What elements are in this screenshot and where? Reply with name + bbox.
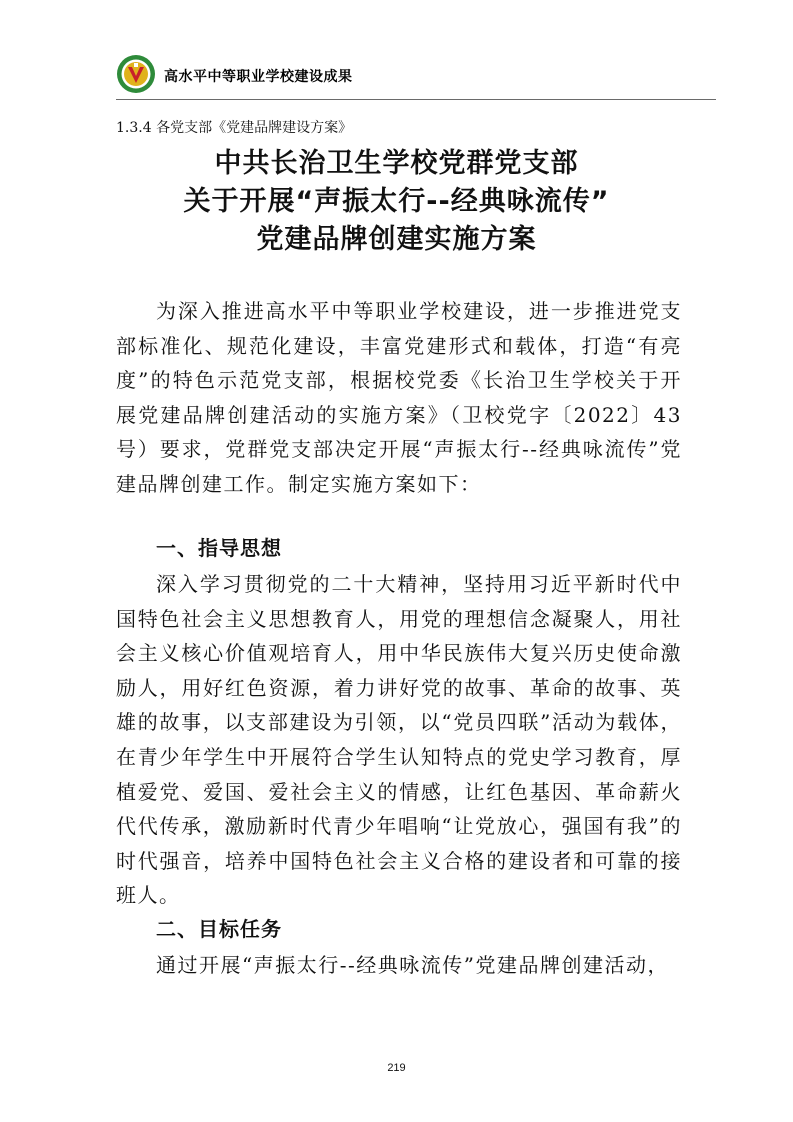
header-title: 高水平中等职业学校建设成果 [164, 69, 353, 85]
doc-title-line-2: 关于开展“声振太行--经典咏流传” [183, 186, 610, 217]
goals-paragraph: 通过开展“声振太行--经典咏流传”党建品牌创建活动， [156, 953, 669, 977]
page-header [116, 52, 716, 100]
header-divider [116, 99, 716, 100]
intro-paragraph: 为深入推进高水平中等职业学校建设，进一步推进党支部标准化、规范化建设，丰富党建形式和载体，打造“有亮度”的特色示范党支部，根据校党委《长治卫生学校关于开展党建品牌创建活动的实施方案》（卫校党字〔2022〕43号）要求，党群党支部决定开展“声振太行--经典咏流传”党建品牌创建工作。制定实施方案如下： [116, 299, 682, 496]
school-logo-icon [116, 54, 156, 94]
section-heading-guiding-ideology: 一、指导思想 [156, 536, 282, 560]
guiding-ideology-paragraph: 深入学习贯彻党的二十大精神，坚持用习近平新时代中国特色社会主义思想教育人，用党的理想信念凝聚人，用社会主义核心价值观培育人，用中华民族伟大复兴历史使命激励人，用好红色资源，着力讲好党的故事、革命的故事、英雄的故事，以支部建设为引领，以“党员四联”活动为载体，在青少年学生中开展符合学生认知特点的党史学习教育，厚植爱党、爱国、爱社会主义的情感，让红色基因、革命薪火代代传承，激励新时代青少年唱响“让党放心，强国有我”的时代强音，培养中国特色社会主义合格的建设者和可靠的接班人。 [116, 572, 682, 908]
doc-title-line-3: 党建品牌创建实施方案 [256, 224, 537, 255]
section-reference: 1.3.4 各党支部《党建品牌建设方案》 [116, 120, 353, 136]
page-number: 219 [387, 1062, 406, 1074]
doc-title-line-1: 中共长治卫生学校党群党支部 [214, 148, 579, 179]
section-heading-goals: 二、目标任务 [156, 917, 282, 941]
